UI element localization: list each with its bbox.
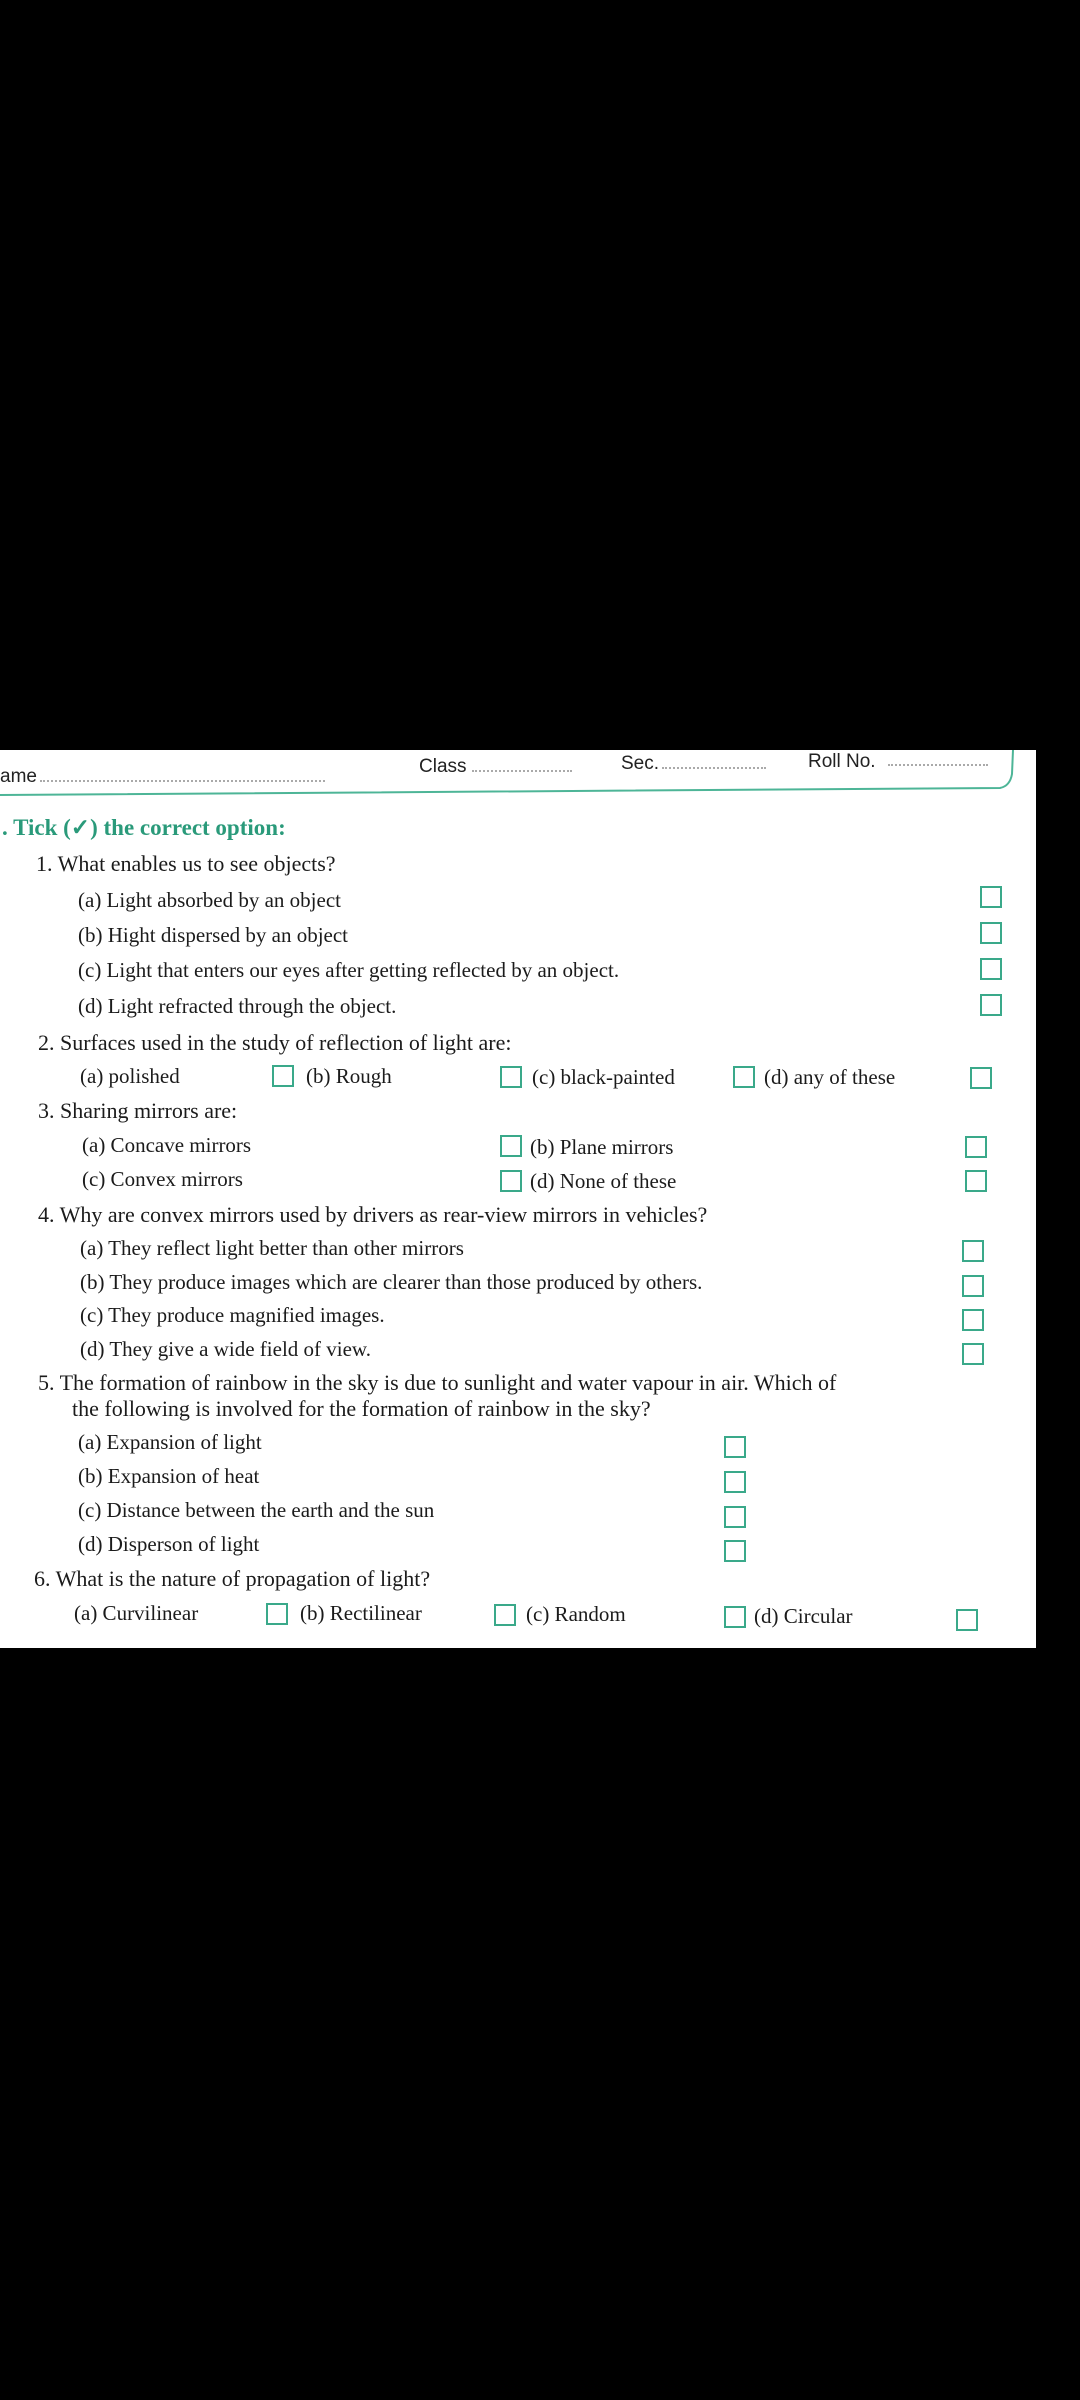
q4-option-a: (a) They reflect light better than other mirrors — [80, 1236, 464, 1260]
question-4: 4. Why are convex mirrors used by drivers as rear-view mirrors in vehicles? — [38, 1202, 708, 1227]
q6-option-c-checkbox[interactable] — [724, 1606, 746, 1628]
q2-option-c: (c) black-painted — [532, 1065, 675, 1089]
q6-option-a-checkbox[interactable] — [266, 1603, 288, 1625]
q6-option-a: (a) Curvilinear — [74, 1601, 199, 1625]
q6-option-b-checkbox[interactable] — [494, 1604, 516, 1626]
question-6: 6. What is the nature of propagation of light? — [34, 1566, 431, 1591]
q3-option-a-checkbox[interactable] — [500, 1135, 522, 1157]
q1-option-a-checkbox[interactable] — [980, 886, 1002, 908]
q3-option-d-checkbox[interactable] — [965, 1170, 987, 1192]
q4-option-d: (d) They give a wide field of view. — [80, 1337, 371, 1361]
q5-option-a: (a) Expansion of light — [78, 1430, 262, 1454]
q4-option-c: (c) They produce magnified images. — [80, 1303, 385, 1327]
q3-option-d: (d) None of these — [530, 1169, 677, 1193]
q4-option-c-checkbox[interactable] — [962, 1309, 984, 1331]
q3-option-a: (a) Concave mirrors — [82, 1133, 252, 1157]
q6-option-b: (b) Rectilinear — [300, 1601, 422, 1625]
q1-option-b-checkbox[interactable] — [980, 922, 1002, 944]
q2-option-d-checkbox[interactable] — [970, 1067, 992, 1089]
section-title: . Tick (✓) the correct option: — [2, 815, 286, 840]
q5-option-a-checkbox[interactable] — [724, 1436, 746, 1458]
q5-option-d-checkbox[interactable] — [724, 1540, 746, 1562]
q1-option-b: (b) Hight dispersed by an object — [78, 923, 349, 947]
q5-option-c: (c) Distance between the earth and the sun — [78, 1498, 435, 1522]
q4-option-d-checkbox[interactable] — [962, 1343, 984, 1365]
q2-option-a: (a) polished — [80, 1064, 180, 1088]
name-label: ame — [0, 766, 37, 787]
q5-option-b-checkbox[interactable] — [724, 1471, 746, 1493]
q1-option-a: (a) Light absorbed by an object — [78, 888, 341, 912]
q3-option-c: (c) Convex mirrors — [82, 1167, 243, 1191]
q1-option-d: (d) Light refracted through the object. — [78, 994, 397, 1018]
q3-option-c-checkbox[interactable] — [500, 1170, 522, 1192]
worksheet-page — [0, 750, 1036, 1648]
q4-option-b: (b) They produce images which are clearer than those produced by others. — [80, 1270, 703, 1294]
question-1: 1. What enables us to see objects? — [36, 851, 336, 876]
question-2: 2. Surfaces used in the study of reflection of light are: — [38, 1030, 512, 1055]
roll-no-label: Roll No. — [808, 751, 876, 772]
q2-option-d: (d) any of these — [764, 1065, 896, 1089]
q2-option-a-checkbox[interactable] — [272, 1065, 294, 1087]
q3-option-b: (b) Plane mirrors — [530, 1135, 674, 1159]
sec-label: Sec. — [621, 753, 660, 774]
q2-option-b-checkbox[interactable] — [500, 1066, 522, 1088]
q2-option-c-checkbox[interactable] — [733, 1066, 755, 1088]
q1-option-d-checkbox[interactable] — [980, 994, 1002, 1016]
question-5-line-1: 5. The formation of rainbow in the sky is due to sunlight and water vapour in air. Which of — [38, 1370, 837, 1395]
q4-option-b-checkbox[interactable] — [962, 1275, 984, 1297]
q3-option-b-checkbox[interactable] — [965, 1136, 987, 1158]
q5-option-c-checkbox[interactable] — [724, 1506, 746, 1528]
q4-option-a-checkbox[interactable] — [962, 1240, 984, 1262]
q6-option-d: (d) Circular — [754, 1604, 853, 1628]
question-3: 3. Sharing mirrors are: — [38, 1098, 238, 1123]
q1-option-c: (c) Light that enters our eyes after getting reflected by an object. — [78, 958, 620, 982]
q6-option-d-checkbox[interactable] — [956, 1609, 978, 1631]
q5-option-b: (b) Expansion of heat — [78, 1464, 260, 1488]
class-label: Class — [419, 756, 467, 777]
q6-option-c: (c) Random — [526, 1602, 626, 1626]
question-5-line-2: the following is involved for the formation of rainbow in the sky? — [72, 1396, 651, 1421]
q1-option-c-checkbox[interactable] — [980, 958, 1002, 980]
header-border — [0, 750, 1036, 800]
q5-option-d: (d) Disperson of light — [78, 1532, 260, 1556]
q2-option-b: (b) Rough — [306, 1064, 392, 1088]
